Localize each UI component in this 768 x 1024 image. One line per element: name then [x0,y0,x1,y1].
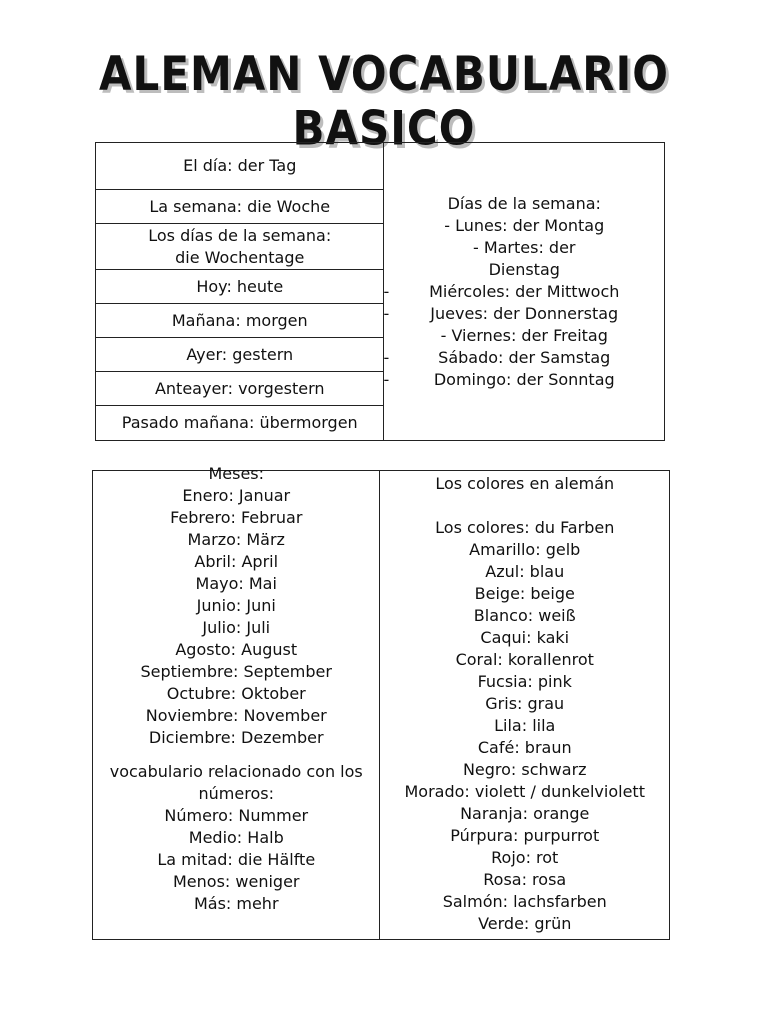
list-item: Verde: grün [478,914,572,933]
list-item: Abril: April [194,552,279,571]
vocab-cell-day: El día: der Tag [96,143,384,190]
weekday-wednesday: Miércoles: der Mittwoch [429,281,620,301]
vocab-cell-day-after-tomorrow: Pasado mañana: übermorgen [96,406,384,441]
list-item: Medio: Halb [188,828,284,847]
list-item: Febrero: Februar [170,508,303,527]
list-item: Café: braun [477,738,572,757]
weekday-wednesday-row [384,281,664,303]
list-item: Marzo: März [187,530,285,549]
list-item: Coral: korallenrot [455,650,594,669]
weekday-saturday: Sábado: der Samstag [438,347,611,367]
list-item: Noviembre: November [145,706,327,725]
list-dash: - [383,347,390,367]
vocab-weekdays-line2: die Wochentage [175,247,305,267]
list-dash: - [383,303,390,323]
list-item: Morado: violett / dunkelviolett [404,782,645,801]
list-item: Blanco: weiß [473,606,576,625]
vocab-cell-weekdays [96,224,384,270]
weekday-sunday: Domingo: der Sonntag [433,369,615,389]
days-vocabulary-table [95,142,665,441]
list-item: Septiembre: September [140,662,332,681]
list-item: Púrpura: purpurrot [450,826,600,845]
vocab-cell-week: La semana: die Woche [96,190,384,224]
numbers-list [93,761,379,915]
list-item: Rosa: rosa [483,870,567,889]
list-item: Número: Nummer [164,806,309,825]
list-item: Más: mehr [193,894,279,913]
list-item: Menos: weniger [173,872,300,891]
weekday-friday: - Viernes: der Freitag [440,325,608,345]
list-item: Gris: grau [485,694,565,713]
weekday-sunday-row [384,369,664,391]
weekday-saturday-row [384,347,664,369]
list-dash: - [383,369,390,389]
weekdays-cell [384,143,665,441]
numbers-title-line1: vocabulario relacionado con los [109,762,363,781]
list-item: La mitad: die Hälfte [157,850,316,869]
list-item: Lila: lila [494,716,556,735]
colors-cell [380,471,670,940]
list-dash: - [383,281,390,301]
months-numbers-cell [93,464,380,940]
page-title: ALEMAN VOCABULARIO BASICO [99,46,669,156]
list-item: Octubre: Oktober [166,684,306,703]
list-item: Agosto: August [175,640,298,659]
list-item: Salmón: lachsfarben [442,892,607,911]
weekday-monday: - Lunes: der Montag [444,215,605,235]
list-item: Los colores: du Farben [435,518,615,537]
colors-title: Los colores en alemán [435,474,615,493]
vocab-cell-day-before-yesterday: Anteayer: vorgestern [96,372,384,406]
weekdays-title: Días de la semana: [447,193,601,213]
list-item: Azul: blau [485,562,565,581]
list-item: Rojo: rot [491,848,559,867]
list-item: Julio: Juli [202,618,271,637]
list-item: Beige: beige [474,584,575,603]
list-item: Amarillo: gelb [469,540,581,559]
vocab-cell-tomorrow: Mañana: morgen [96,304,384,338]
list-item: Naranja: orange [460,804,590,823]
list-item: Mayo: Mai [195,574,277,593]
vocab-weekdays-line1: Los días de la semana: [148,225,332,245]
list-item: Caqui: kaki [480,628,570,647]
weekday-tuesday-cont: Dienstag [488,259,560,279]
list-item: Enero: Januar [182,486,291,505]
months-title: Meses: [208,464,265,483]
weekday-thursday-row [384,303,664,325]
months-list [93,463,379,749]
list-item: Negro: schwarz [462,760,587,779]
months-colors-table [92,464,670,940]
weekday-tuesday: - Martes: der [472,237,576,257]
weekday-thursday: Jueves: der Donnerstag [430,303,619,323]
numbers-title-line2: números: [198,784,274,803]
list-item: Junio: Juni [196,596,276,615]
list-item: Fucsia: pink [477,672,572,691]
vocab-cell-today: Hoy: heute [96,270,384,304]
colors-list [380,471,669,939]
vocab-cell-yesterday: Ayer: gestern [96,338,384,372]
list-item: Diciembre: Dezember [148,728,324,747]
